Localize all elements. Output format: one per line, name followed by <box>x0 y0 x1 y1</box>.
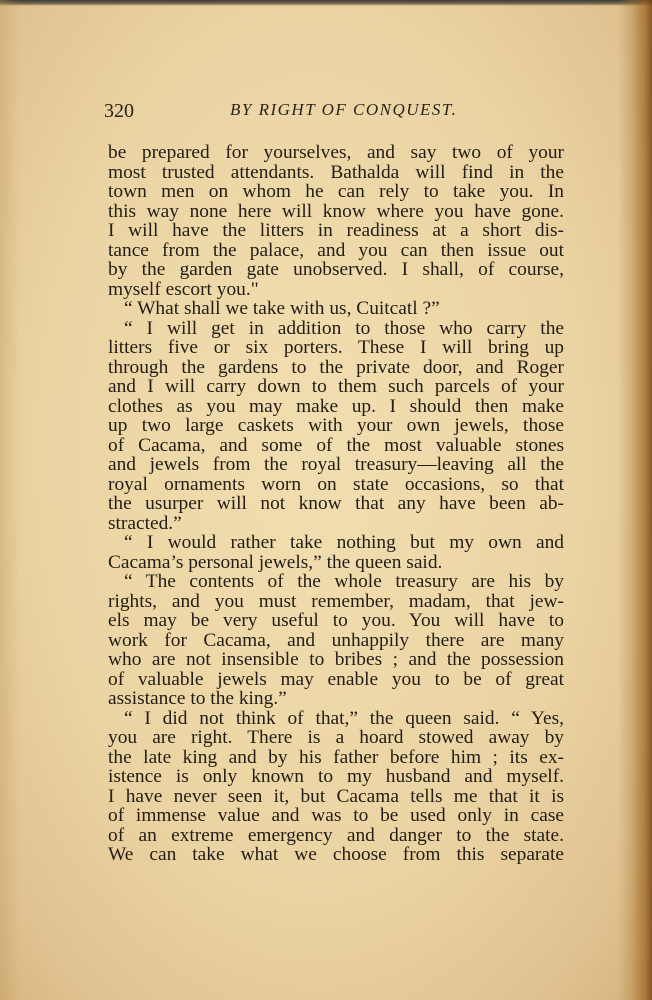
text-line: tance from the palace, and you can then issue out <box>108 239 564 261</box>
text-line: “ I did not think of that,” the queen said. “ Yes, <box>124 707 564 729</box>
text-line: be prepared for yourselves, and say two of your <box>108 142 564 163</box>
text-line: of an extreme emergency and danger to the state. <box>108 824 564 846</box>
text-line: stracted.” <box>108 512 182 534</box>
text-line: We can take what we choose from this separate <box>108 844 564 865</box>
text-line: of valuable jewels may enable you to be of great <box>108 668 564 690</box>
text-line: “ What shall we take with us, Cuitcatl ?” <box>124 298 440 319</box>
text-line: of immense value and was to be used only in case <box>108 805 564 826</box>
page-number: 320 <box>104 100 134 122</box>
text-line: most trusted attendants. Bathalda will find in the <box>108 161 564 183</box>
text-line: els may be very useful to you. You will have to <box>108 610 564 631</box>
running-head: BY RIGHT OF CONQUEST. <box>230 100 458 119</box>
text-line: and jewels from the royal treasury—leaving all the <box>108 454 564 475</box>
text-line: Cacama’s personal jewels,” the queen said. <box>108 551 443 573</box>
page-left-edge <box>0 0 20 1000</box>
text-line: of Cacama, and some of the most valuable stones <box>108 434 564 456</box>
page-top-edge <box>0 0 652 6</box>
text-line: this way none here will know where you have gone. <box>108 200 564 222</box>
text-line: the late king and by his father before him ; its ex- <box>108 746 564 768</box>
text-line: who are not insensible to bribes ; and the possession <box>108 649 564 670</box>
text-line: work for Cacama, and unhappily there are many <box>108 629 564 651</box>
text-line: assistance to the king.” <box>108 688 287 709</box>
text-line: “ I will get in addition to those who carry the <box>124 317 564 339</box>
text-line: by the garden gate unobserved. I shall, of course, <box>108 259 564 280</box>
text-line: and I will carry down to them such parcels of your <box>108 376 564 397</box>
text-line: istence is only known to my husband and myself. <box>108 766 564 787</box>
text-line: clothes as you may make up. I should then make <box>108 395 564 417</box>
text-line: “ The contents of the whole treasury are his by <box>124 571 564 592</box>
text-line: town men on whom he can rely to take you. In <box>108 181 564 202</box>
text-line: through the gardens to the private door, and Roger <box>108 356 564 378</box>
text-line: up two large caskets with your own jewels, those <box>108 415 564 436</box>
text-line: I will have the litters in readiness at a short dis- <box>108 220 564 241</box>
text-line: myself escort you." <box>108 278 259 300</box>
page-binding-edge <box>618 0 652 1000</box>
body-text <box>108 143 564 865</box>
text-line: you are right. There is a hoard stowed away by <box>108 727 564 748</box>
text-line: rights, and you must remember, madam, that jew- <box>108 590 564 612</box>
text-line: “ I would rather take nothing but my own and <box>124 532 564 553</box>
text-line: litters five or six porters. These I will bring up <box>108 337 564 358</box>
text-line: I have never seen it, but Cacama tells me that it is <box>108 785 564 807</box>
text-line: royal ornaments worn on state occasions, so that <box>108 473 564 495</box>
text-line: the usurper will not know that any have been ab- <box>108 493 564 514</box>
